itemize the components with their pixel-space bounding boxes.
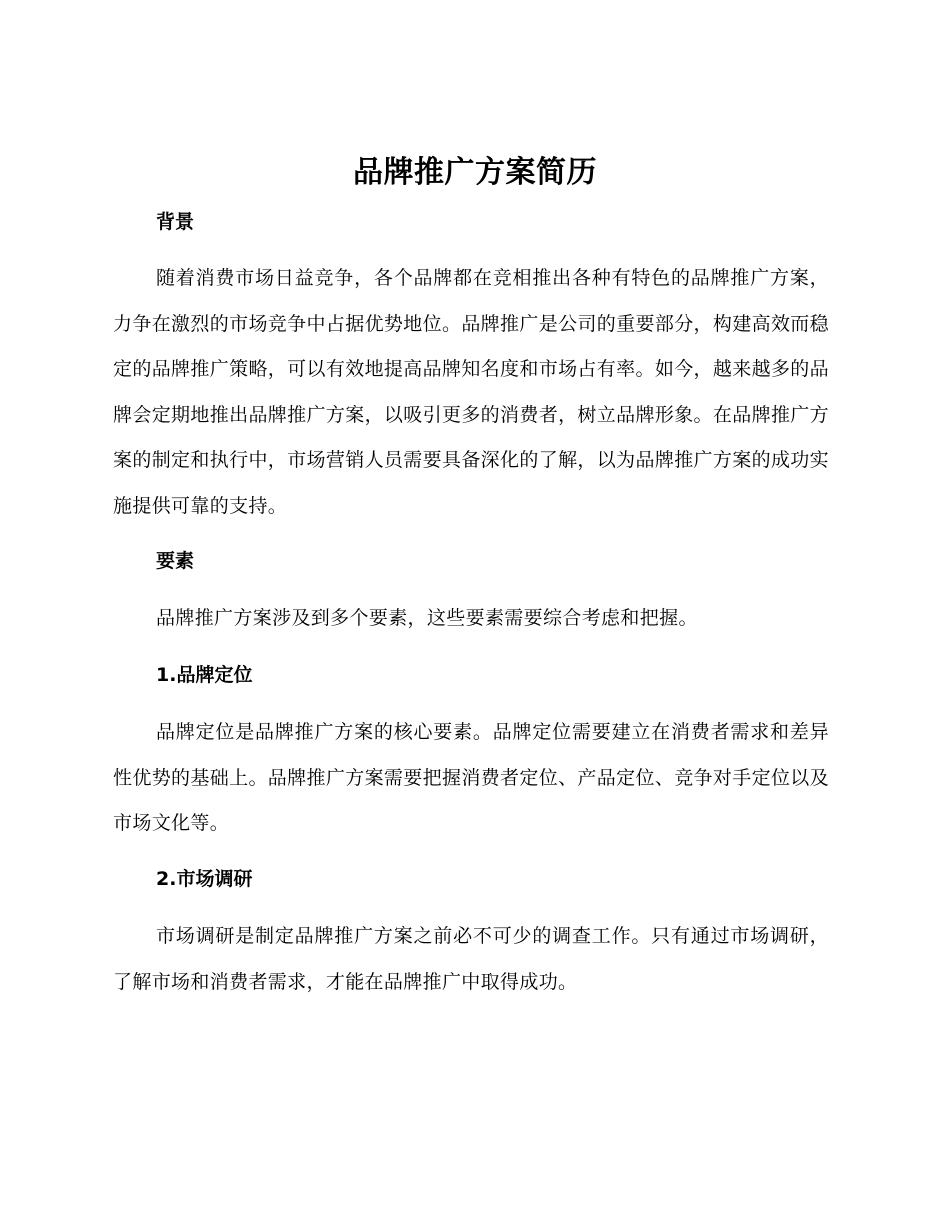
section-heading-brand-positioning: 1.品牌定位 bbox=[156, 664, 253, 686]
section-paragraph-market-research: 市场调研是制定品牌推广方案之前必不可少的调查工作。只有通过市场调研，了解市场和消费者需求，才能在品牌推广中取得成功。 bbox=[113, 925, 829, 993]
page-title: 品牌推广方案简历 bbox=[353, 155, 597, 190]
section-paragraph-brand-positioning: 品牌定位是品牌推广方案的核心要素。品牌定位需要建立在消费者需求和差异性优势的基础上。品牌推广方案需要把握消费者定位、产品定位、竞争对手定位以及市场文化等。 bbox=[113, 721, 829, 834]
section-heading-background: 背景 bbox=[156, 211, 195, 233]
section-paragraph-elements: 品牌推广方案涉及到多个要素，这些要素需要综合考虑和把握。 bbox=[156, 607, 698, 629]
section-heading-elements: 要素 bbox=[156, 550, 195, 572]
section-paragraph-background: 随着消费市场日益竞争，各个品牌都在竞相推出各种有特色的品牌推广方案，力争在激烈的市场竞争中占据优势地位。品牌推广是公司的重要部分，构建高效而稳定的品牌推广策略，可以有效地提高品牌知名度和市场占有率。如今，越来越多的品牌会定期地推出品牌推广方案，以吸引更多的消费者，树立品牌形象。在品牌推广方案的制定和执行中，市场营销人员需要具备深化的了解，以为品牌推广方案的成功实施提供可靠的支持。 bbox=[113, 267, 829, 517]
section-heading-market-research: 2.市场调研 bbox=[156, 868, 253, 890]
